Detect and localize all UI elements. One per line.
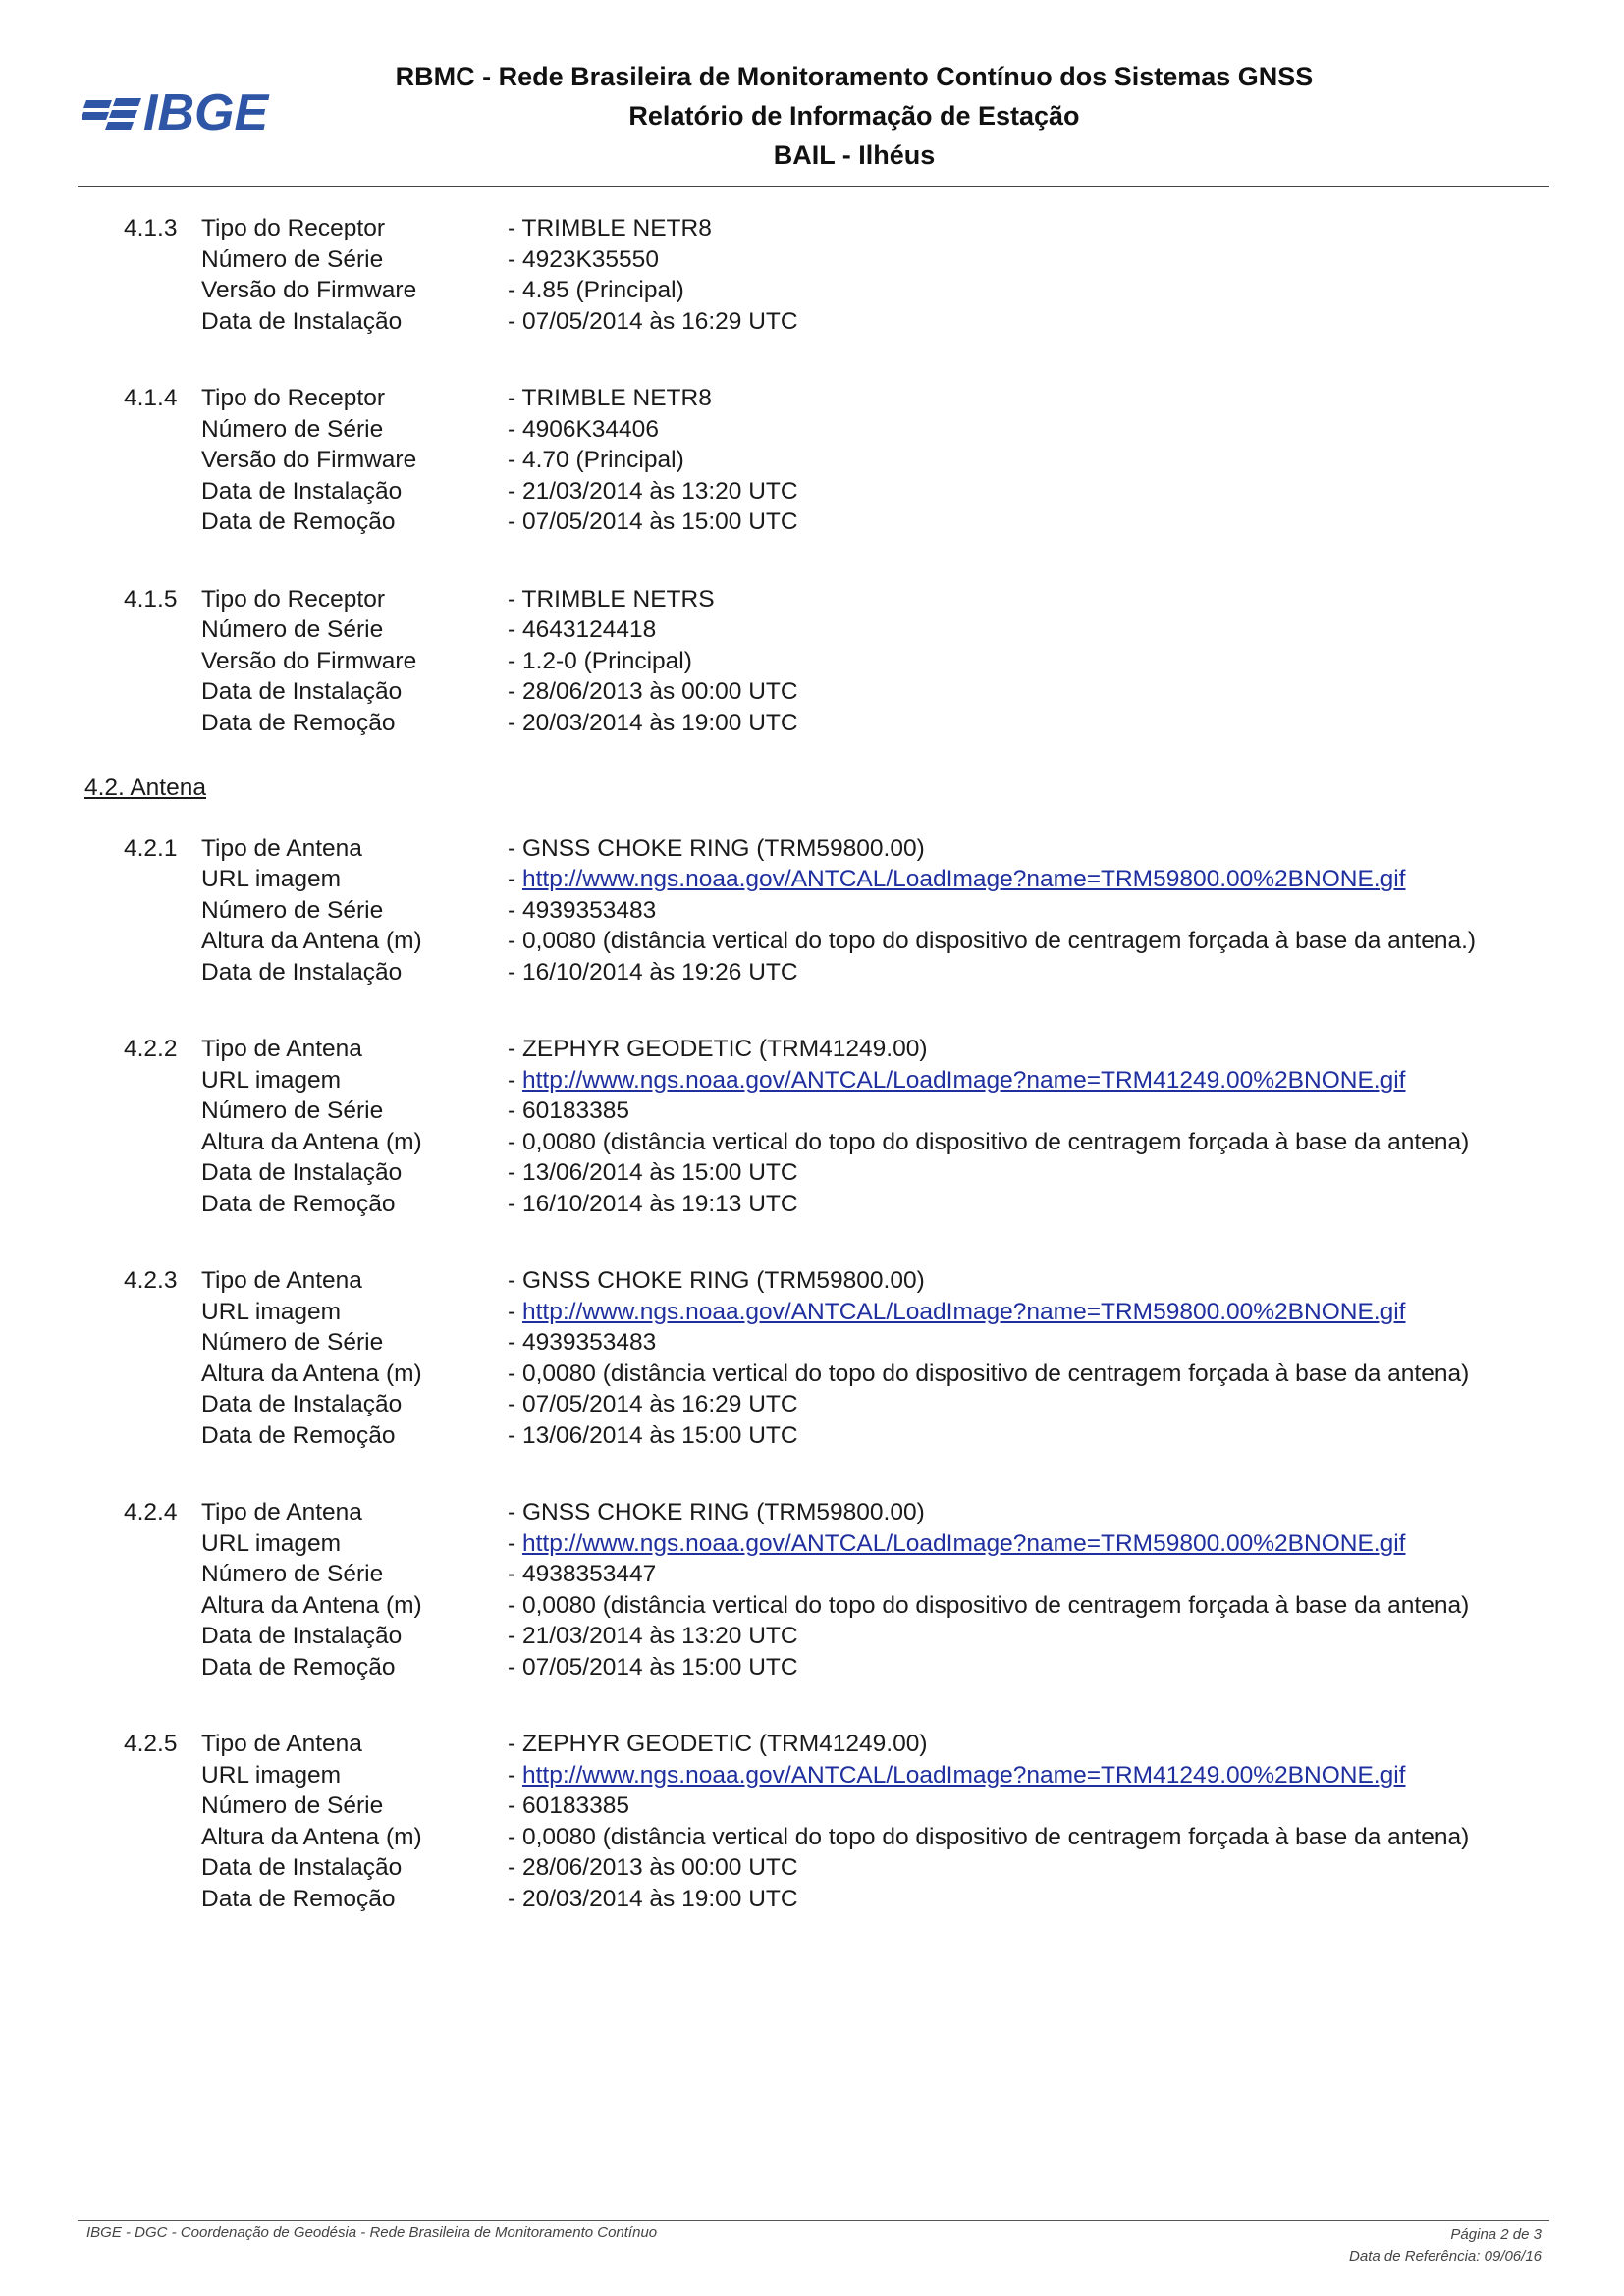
link-prefix: -	[508, 1066, 522, 1094]
field-value: - GNSS CHOKE RING (TRM59800.00)	[508, 1267, 925, 1294]
footer-divider	[78, 2220, 1549, 2221]
field-value: - 07/05/2014 às 16:29 UTC	[508, 1391, 798, 1417]
field-label: URL imagem	[201, 1761, 342, 1789]
field-label: Tipo de Antena	[201, 1267, 362, 1294]
detail-row	[0, 1790, 1624, 1822]
field-label: Data de Instalação	[201, 307, 403, 335]
field-label: Número de Série	[201, 896, 384, 924]
link-prefix: -	[508, 1298, 522, 1325]
field-label: Data de Remoção	[201, 508, 396, 535]
detail-row	[0, 1359, 1624, 1390]
entry-number: 4.2.4	[124, 1499, 178, 1525]
field-value: - 20/03/2014 às 19:00 UTC	[508, 1885, 798, 1912]
detail-row	[0, 244, 1624, 276]
field-label: Data de Instalação	[201, 477, 403, 505]
section-title: 4.2. Antena	[84, 774, 206, 801]
detail-row	[0, 1822, 1624, 1853]
station-name: BAIL - Ilhéus	[773, 140, 936, 170]
report-subtitle: Relatório de Informação de Estação	[628, 101, 1080, 131]
detail-row	[0, 1327, 1624, 1359]
receiver-entry	[0, 383, 1624, 538]
antenna-image-link[interactable]: http://www.ngs.noaa.gov/ANTCAL/LoadImage?name=TRM59800.00%2BNONE.gif	[521, 1298, 1406, 1325]
field-value	[508, 1528, 1405, 1560]
detail-row	[0, 1297, 1624, 1328]
field-value: - 0,0080 (distância vertical do topo do dispositivo de centragem forçada à base da antena)	[508, 1128, 1470, 1155]
field-value: - 4939353483	[508, 896, 657, 924]
antenna-image-link[interactable]: http://www.ngs.noaa.gov/ANTCAL/LoadImage?name=TRM59800.00%2BNONE.gif	[521, 866, 1406, 892]
field-label: Número de Série	[201, 245, 384, 273]
field-value: - 60183385	[508, 1097, 629, 1124]
field-value	[508, 1760, 1405, 1791]
field-value: - 0,0080 (distância vertical do topo do dispositivo de centragem forçada à base da antena.)	[508, 928, 1477, 954]
field-value: - 13/06/2014 às 15:00 UTC	[508, 1159, 798, 1186]
entry-number: 4.2.2	[124, 1036, 178, 1062]
field-value: - TRIMBLE NETR8	[508, 215, 712, 241]
field-label: URL imagem	[201, 1298, 342, 1325]
antenna-image-link[interactable]: http://www.ngs.noaa.gov/ANTCAL/LoadImage?name=TRM59800.00%2BNONE.gif	[521, 1529, 1406, 1557]
antenna-entry	[0, 1729, 1624, 1914]
field-value: - 21/03/2014 às 13:20 UTC	[508, 477, 798, 505]
ibge-logo	[82, 84, 308, 135]
field-label: Número de Série	[201, 415, 384, 443]
receiver-entry	[0, 213, 1624, 337]
detail-row	[0, 926, 1624, 957]
detail-row	[0, 1760, 1624, 1791]
field-label: Data de Instalação	[201, 958, 403, 986]
field-value: - 16/10/2014 às 19:26 UTC	[508, 958, 798, 986]
field-label: Data de Instalação	[201, 1159, 403, 1186]
detail-row	[0, 1157, 1624, 1189]
field-value: - 4643124418	[508, 616, 657, 643]
detail-row	[0, 957, 1624, 988]
field-label: Versão do Firmware	[201, 277, 417, 303]
link-prefix: -	[508, 866, 522, 892]
detail-row	[0, 213, 1624, 244]
link-prefix: -	[508, 1761, 522, 1789]
field-value: - 4.70 (Principal)	[508, 447, 684, 473]
field-value: - ZEPHYR GEODETIC (TRM41249.00)	[508, 1731, 928, 1757]
field-label: Tipo do Receptor	[201, 385, 386, 411]
field-value: - TRIMBLE NETRS	[508, 585, 715, 613]
field-label: Tipo de Antena	[201, 1499, 362, 1525]
footer-page-info	[1349, 2224, 1542, 2268]
field-value: - GNSS CHOKE RING (TRM59800.00)	[508, 1499, 925, 1525]
field-label: Data de Remoção	[201, 1653, 396, 1681]
detail-row	[0, 864, 1624, 895]
field-value: - 16/10/2014 às 19:13 UTC	[508, 1190, 798, 1217]
detail-row	[0, 1065, 1624, 1096]
field-label: Data de Remoção	[201, 709, 396, 736]
field-label: Número de Série	[201, 1792, 384, 1819]
antenna-entry	[0, 1497, 1624, 1682]
detail-row	[0, 1559, 1624, 1590]
field-value: - 1.2-0 (Principal)	[508, 647, 692, 674]
field-value: - 07/05/2014 às 15:00 UTC	[508, 1653, 798, 1681]
field-value	[508, 864, 1405, 895]
field-value: - 07/05/2014 às 16:29 UTC	[508, 307, 798, 335]
antenna-section-heading	[0, 773, 1624, 804]
field-label: URL imagem	[201, 1066, 342, 1094]
detail-row	[0, 507, 1624, 538]
field-value: - GNSS CHOKE RING (TRM59800.00)	[508, 834, 925, 862]
link-prefix: -	[508, 1529, 522, 1557]
field-value: - 4923K35550	[508, 245, 659, 273]
field-label: URL imagem	[201, 1529, 342, 1557]
detail-row	[0, 1590, 1624, 1622]
detail-row	[0, 1265, 1624, 1297]
detail-row	[0, 646, 1624, 677]
header-divider	[78, 186, 1549, 187]
field-label: Tipo do Receptor	[201, 585, 386, 613]
receiver-entry	[0, 584, 1624, 739]
field-value: - 4938353447	[508, 1561, 657, 1587]
field-label: Altura da Antena (m)	[201, 1591, 422, 1619]
field-label: Versão do Firmware	[201, 647, 417, 674]
detail-row	[0, 1389, 1624, 1420]
field-label: Data de Instalação	[201, 1854, 403, 1881]
field-label: Altura da Antena (m)	[201, 1360, 422, 1387]
entry-number: 4.2.5	[124, 1731, 178, 1757]
report-content	[0, 213, 1624, 1960]
field-label: Número de Série	[201, 1329, 384, 1356]
detail-row	[0, 1729, 1624, 1760]
field-value: - 4.85 (Principal)	[508, 277, 684, 303]
antenna-entry	[0, 1034, 1624, 1219]
field-value: - TRIMBLE NETR8	[508, 385, 712, 411]
field-label: Altura da Antena (m)	[201, 1823, 422, 1850]
antenna-image-link[interactable]: http://www.ngs.noaa.gov/ANTCAL/LoadImage?name=TRM41249.00%2BNONE.gif	[521, 1066, 1406, 1094]
field-value: - 60183385	[508, 1792, 629, 1819]
field-value: - 0,0080 (distância vertical do topo do dispositivo de centragem forçada à base da antena)	[508, 1591, 1470, 1619]
detail-row	[0, 383, 1624, 414]
field-value: - 4939353483	[508, 1329, 657, 1356]
detail-row	[0, 1497, 1624, 1528]
field-label: Data de Instalação	[201, 1623, 403, 1649]
report-title: RBMC - Rede Brasileira de Monitoramento Contínuo dos Sistemas GNSS	[395, 62, 1314, 91]
field-label: Tipo de Antena	[201, 1036, 362, 1062]
detail-row	[0, 1652, 1624, 1683]
header-titles	[295, 57, 1414, 175]
field-value	[508, 1065, 1405, 1096]
field-label: Número de Série	[201, 1097, 384, 1124]
detail-row	[0, 1621, 1624, 1652]
entry-number: 4.2.3	[124, 1267, 178, 1294]
detail-row	[0, 476, 1624, 507]
field-label: Altura da Antena (m)	[201, 928, 422, 954]
field-value: - 20/03/2014 às 19:00 UTC	[508, 709, 798, 736]
detail-row	[0, 895, 1624, 927]
field-label: Data de Instalação	[201, 1391, 403, 1417]
field-label: Tipo de Antena	[201, 1731, 362, 1757]
entry-number: 4.1.5	[124, 585, 178, 613]
detail-row	[0, 306, 1624, 338]
antenna-entry	[0, 1265, 1624, 1451]
detail-row	[0, 1189, 1624, 1220]
detail-row	[0, 614, 1624, 646]
field-label: Data de Remoção	[201, 1190, 396, 1217]
field-label: Data de Remoção	[201, 1885, 396, 1912]
detail-row	[0, 445, 1624, 476]
entry-number: 4.1.3	[124, 215, 178, 241]
detail-row	[0, 1420, 1624, 1452]
page-number: Página 2 de 3	[1450, 2226, 1542, 2243]
entry-number: 4.2.1	[124, 834, 178, 862]
detail-row	[0, 1528, 1624, 1560]
page-header	[0, 0, 1624, 187]
field-value: - 28/06/2013 às 00:00 UTC	[508, 678, 798, 705]
antenna-image-link[interactable]: http://www.ngs.noaa.gov/ANTCAL/LoadImage?name=TRM41249.00%2BNONE.gif	[521, 1761, 1406, 1789]
field-label: Data de Instalação	[201, 678, 403, 705]
reference-date: Data de Referência: 09/06/16	[1349, 2248, 1542, 2265]
field-label: Número de Série	[201, 616, 384, 643]
detail-row	[0, 275, 1624, 306]
field-label: URL imagem	[201, 866, 342, 892]
field-value: - 28/06/2013 às 00:00 UTC	[508, 1854, 798, 1881]
field-value	[508, 1297, 1405, 1328]
footer-organization: IBGE - DGC - Coordenação de Geodésia - Rede Brasileira de Monitoramento Contínuo	[86, 2224, 658, 2241]
detail-row	[0, 1884, 1624, 1915]
field-value: - 0,0080 (distância vertical do topo do dispositivo de centragem forçada à base da antena)	[508, 1360, 1470, 1387]
antenna-entry	[0, 833, 1624, 988]
field-value: - ZEPHYR GEODETIC (TRM41249.00)	[508, 1036, 928, 1062]
detail-row	[0, 1034, 1624, 1065]
field-label: Número de Série	[201, 1561, 384, 1587]
field-label: Data de Remoção	[201, 1421, 396, 1449]
logo-text: IBGE	[143, 84, 269, 135]
field-value: - 4906K34406	[508, 415, 659, 443]
detail-row	[0, 833, 1624, 865]
field-label: Altura da Antena (m)	[201, 1128, 422, 1155]
detail-row	[0, 1095, 1624, 1127]
detail-row	[0, 1127, 1624, 1158]
field-value: - 13/06/2014 às 15:00 UTC	[508, 1421, 798, 1449]
field-value: - 21/03/2014 às 13:20 UTC	[508, 1623, 798, 1649]
detail-row	[0, 584, 1624, 615]
detail-row	[0, 676, 1624, 708]
detail-row	[0, 708, 1624, 739]
detail-row	[0, 414, 1624, 446]
field-value: - 07/05/2014 às 15:00 UTC	[508, 508, 798, 535]
field-label: Versão do Firmware	[201, 447, 417, 473]
field-label: Tipo de Antena	[201, 834, 362, 862]
field-label: Tipo do Receptor	[201, 215, 386, 241]
detail-row	[0, 1852, 1624, 1884]
field-value: - 0,0080 (distância vertical do topo do dispositivo de centragem forçada à base da antena)	[508, 1823, 1470, 1850]
entry-number: 4.1.4	[124, 385, 178, 411]
